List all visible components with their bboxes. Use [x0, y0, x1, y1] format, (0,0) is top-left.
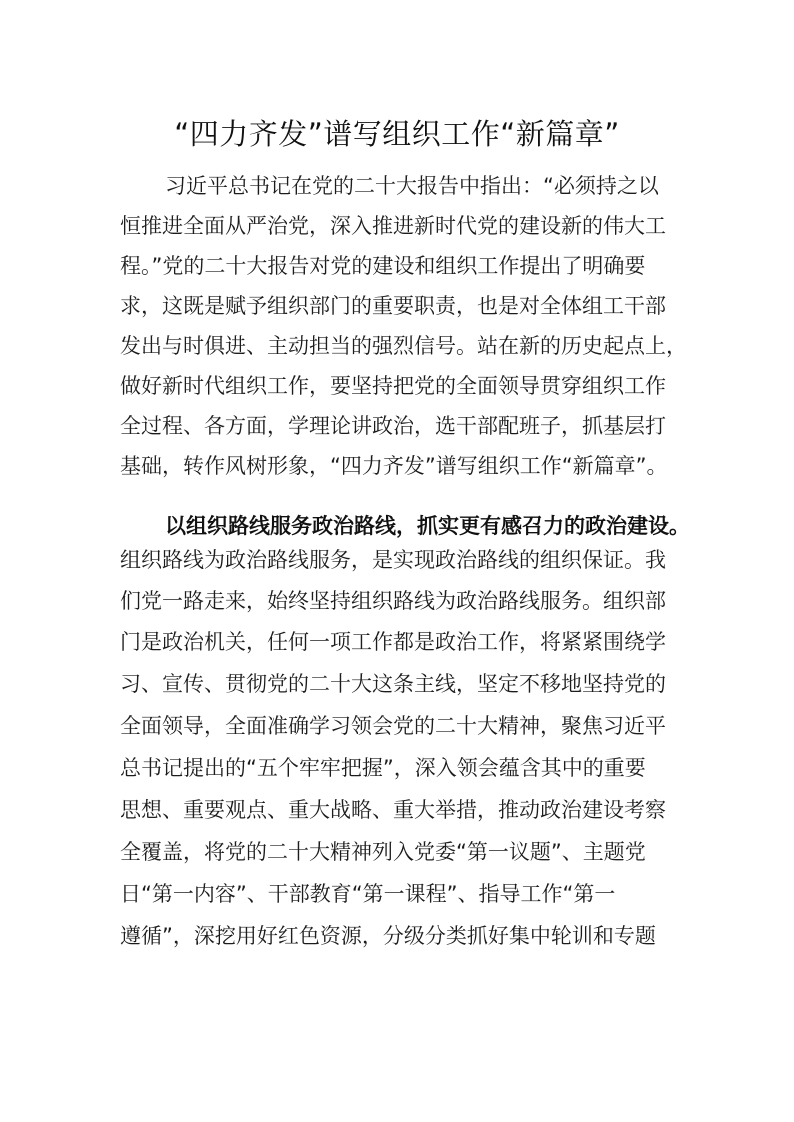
paragraph-2-line-4: 习、宣传、贯彻党的二十大这条主线，坚定不移地坚持党的 — [120, 672, 666, 696]
paragraph-1-line-7: 全过程、各方面，学理论讲政治，选干部配班子，抓基层打 — [120, 414, 666, 438]
paragraph-2-line-8: 全覆盖，将党的二十大精神列入党委“第一议题”、主题党 — [120, 840, 646, 864]
paragraph-2-line-10: 遵循”，深挖用好红色资源，分级分类抓好集中轮训和专题 — [120, 924, 656, 948]
paragraph-1-line-6: 做好新时代组织工作，要坚持把党的全面领导贯穿组织工作 — [120, 374, 666, 398]
paragraph-2-line-2: 们党一路走来，始终坚持组织路线为政治路线服务。组织部 — [120, 589, 666, 613]
paragraph-2-line-1: 组织路线为政治路线服务，是实现政治路线的组织保证。我 — [120, 548, 666, 572]
paragraph-1-line-8: 基础，转作风树形象，“四力齐发”谱写组织工作“新篇章”。 — [120, 454, 668, 478]
paragraph-2-line-6: 总书记提出的“五个牢牢把握”，深入领会蕴含其中的重要 — [120, 756, 646, 780]
paragraph-1-line-1: 习近平总书记在党的二十大报告中指出：“必须持之以 — [165, 174, 659, 198]
paragraph-1-line-2: 恒推进全面从严治党，深入推进新时代党的建设新的伟大工 — [120, 214, 666, 238]
paragraph-1-line-4: 求，这既是赋予组织部门的重要职责，也是对全体组工干部 — [120, 294, 666, 318]
paragraph-2-line-9: 日“第一内容”、干部教育“第一课程”、指导工作“第一 — [120, 882, 616, 906]
paragraph-2-heading: 以组织路线服务政治路线，抓实更有感召力的政治建设。 — [165, 514, 690, 538]
paragraph-2-line-5: 全面领导，全面准确学习领会党的二十大精神，聚焦习近平 — [120, 714, 666, 738]
paragraph-1-line-5: 发出与时俱进、主动担当的强烈信号。站在新的历史起点上， — [120, 334, 687, 358]
paragraph-2-line-7: 思想、重要观点、重大战略、重大举措，推动政治建设考察 — [120, 798, 666, 822]
paragraph-2-line-3: 门是政治机关，任何一项工作都是政治工作，将紧紧围绕学 — [120, 630, 666, 654]
paragraph-1-line-3: 程。”党的二十大报告对党的建设和组织工作提出了明确要 — [120, 254, 646, 278]
document-title: “四力齐发”谱写组织工作“新篇章” — [174, 117, 620, 151]
